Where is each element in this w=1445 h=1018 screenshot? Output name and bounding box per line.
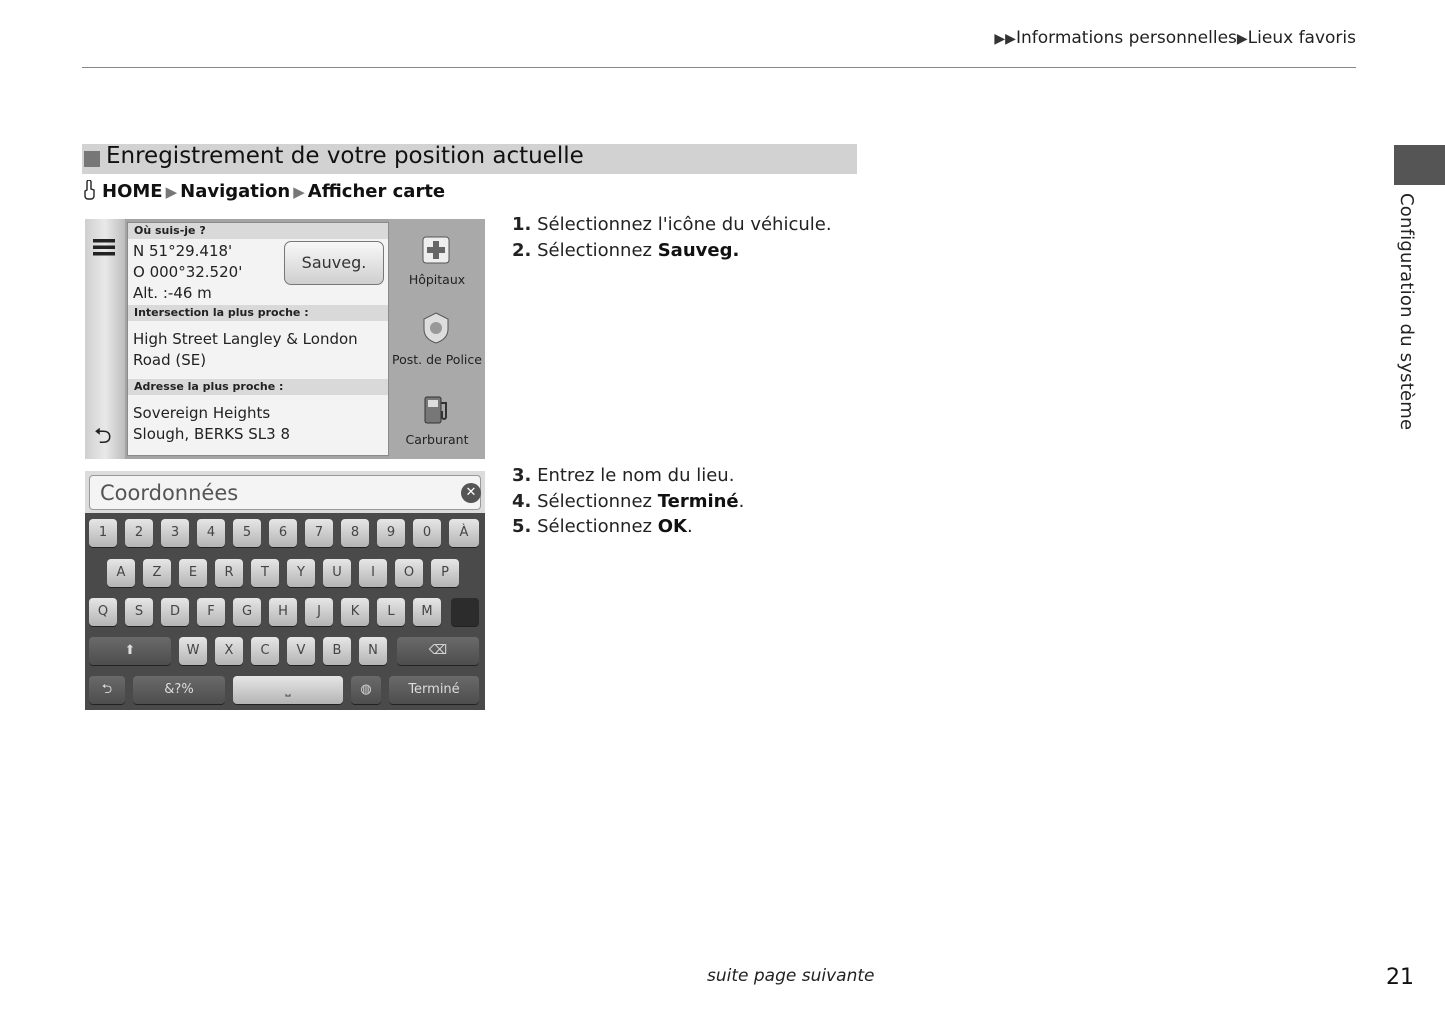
step-text: Entrez le nom du lieu. [537, 465, 735, 486]
key-p[interactable]: P [431, 559, 459, 587]
back-key[interactable]: ⮌ [89, 676, 125, 704]
nearest-intersection-header: Intersection la plus proche : [128, 305, 388, 321]
section-square-icon [84, 151, 100, 167]
step-text: Sélectionnez [537, 240, 658, 261]
key-l[interactable]: L [377, 598, 405, 626]
address-line-1: Sovereign Heights [133, 404, 271, 422]
key-f[interactable]: F [197, 598, 225, 626]
step-number: 2. [512, 240, 532, 261]
key-j[interactable]: J [305, 598, 333, 626]
name-input[interactable] [89, 475, 481, 510]
step-bold: Terminé [657, 491, 739, 512]
key-0[interactable]: 0 [413, 519, 441, 547]
step-number: 4. [512, 491, 532, 512]
keyboard-screen [85, 471, 485, 710]
step-after: . [738, 491, 745, 512]
key-w[interactable]: W [179, 637, 207, 665]
step-text: Sélectionnez [537, 516, 658, 537]
key-s[interactable]: S [125, 598, 153, 626]
step-text: Sélectionnez [537, 491, 658, 512]
step-2 [512, 240, 739, 261]
poi-label-fuel: Carburant [405, 432, 469, 447]
breadcrumb-item-favorites[interactable]: Lieux favoris [1247, 28, 1356, 48]
path-navigation: Navigation [180, 181, 291, 202]
path-separator: ▶ [293, 183, 305, 201]
step-3 [512, 465, 734, 486]
key-1[interactable]: 1 [89, 519, 117, 547]
key-6[interactable]: 6 [269, 519, 297, 547]
where-am-i-screen [85, 219, 485, 459]
police-badge-icon[interactable] [419, 311, 453, 345]
step-number: 1. [512, 214, 532, 235]
back-icon[interactable]: ⮌ [94, 424, 112, 449]
breadcrumb-arrows: ▶▶ [994, 31, 1016, 47]
poi-label-police: Post. de Police [392, 352, 482, 367]
where-am-i-header: Où suis-je ? [128, 223, 388, 239]
breadcrumb-separator: ▶ [1236, 31, 1248, 47]
poi-column [389, 219, 485, 459]
key-7[interactable]: 7 [305, 519, 333, 547]
key-b[interactable]: B [323, 637, 351, 665]
key-v[interactable]: V [287, 637, 315, 665]
step-number: 5. [512, 516, 532, 537]
save-button[interactable]: Sauveg. [284, 241, 384, 285]
key-k[interactable]: K [341, 598, 369, 626]
step-1 [512, 214, 832, 235]
backspace-key[interactable]: ⌫ [397, 637, 479, 665]
step-after: . [686, 516, 693, 537]
key-x[interactable]: X [215, 637, 243, 665]
address-line-2: Slough, BERKS SL3 8 [133, 425, 290, 443]
key-blank[interactable] [451, 598, 479, 626]
symbols-key[interactable]: &?% [133, 676, 225, 704]
key-c[interactable]: C [251, 637, 279, 665]
step-text: Sélectionnez l'icône du véhicule. [537, 214, 832, 235]
key-t[interactable]: T [251, 559, 279, 587]
fuel-pump-icon[interactable] [419, 391, 453, 425]
menu-icon[interactable] [93, 237, 115, 257]
key-i[interactable]: I [359, 559, 387, 587]
intersection-line-2: Road (SE) [133, 351, 207, 369]
step-number: 3. [512, 465, 532, 486]
key-8[interactable]: 8 [341, 519, 369, 547]
key-9[interactable]: 9 [377, 519, 405, 547]
done-key[interactable]: Terminé [389, 676, 479, 704]
nearest-address-header: Adresse la plus proche : [128, 379, 388, 395]
altitude: Alt. :-46 m [133, 284, 212, 302]
step-bold: Sauveg. [657, 240, 740, 261]
key-a[interactable]: A [107, 559, 135, 587]
key-g[interactable]: G [233, 598, 261, 626]
key-y[interactable]: Y [287, 559, 315, 587]
path-home: HOME [102, 181, 163, 202]
step-4 [512, 491, 744, 512]
hospital-icon[interactable] [419, 231, 453, 265]
key-o[interactable]: O [395, 559, 423, 587]
intersection-line-1: High Street Langley & London [133, 330, 358, 348]
header-divider [82, 67, 1356, 68]
name-input-value: Coordonnées [100, 481, 239, 505]
key-n[interactable]: N [359, 637, 387, 665]
finger-press-icon [82, 180, 96, 200]
step-bold: OK [657, 516, 687, 537]
step-5 [512, 516, 693, 537]
space-key[interactable]: ⎵ [233, 676, 343, 704]
globe-icon[interactable]: ◍ [351, 676, 381, 704]
menu-path [82, 180, 445, 202]
page-number: 21 [1386, 965, 1414, 990]
poi-label-hospitals: Hôpitaux [408, 272, 466, 287]
key-4[interactable]: 4 [197, 519, 225, 547]
clear-icon[interactable]: ✕ [461, 483, 481, 503]
key-e[interactable]: E [179, 559, 207, 587]
key-z[interactable]: Z [143, 559, 171, 587]
path-separator: ▶ [165, 183, 178, 201]
key-r[interactable]: R [215, 559, 243, 587]
continued-note: suite page suivante [707, 966, 875, 986]
section-title: Enregistrement de votre position actuelle [106, 143, 584, 169]
key-a-grave[interactable]: À [449, 519, 479, 547]
breadcrumb-item-personal-info[interactable]: Informations personnelles [1015, 28, 1237, 48]
key-5[interactable]: 5 [233, 519, 261, 547]
side-tab-marker [1394, 145, 1445, 185]
side-tab-label: Configuration du système [1396, 193, 1417, 431]
key-h[interactable]: H [269, 598, 297, 626]
coordinate-west: O 000°32.520' [133, 263, 243, 281]
key-q[interactable]: Q [89, 598, 117, 626]
key-2[interactable]: 2 [125, 519, 153, 547]
key-u[interactable]: U [323, 559, 351, 587]
key-m[interactable]: M [413, 598, 441, 626]
coordinate-north: N 51°29.418' [133, 242, 233, 260]
shift-key[interactable]: ⬆ [89, 637, 171, 665]
breadcrumb [994, 28, 1356, 48]
path-show-map: Afficher carte [307, 181, 446, 202]
key-3[interactable]: 3 [161, 519, 189, 547]
key-d[interactable]: D [161, 598, 189, 626]
